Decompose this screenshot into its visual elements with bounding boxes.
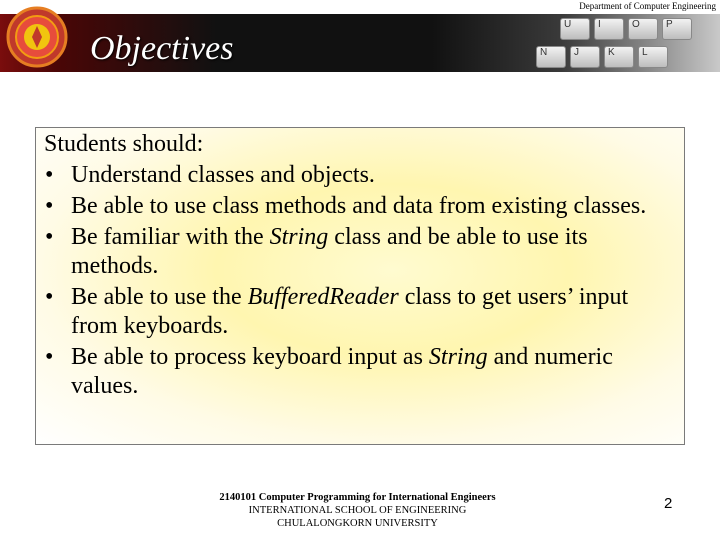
item-text: Understand classes and objects. <box>71 162 375 188</box>
objectives-list <box>44 161 680 403</box>
keyboard-key: K <box>604 46 634 68</box>
intro-text: Students should: <box>44 131 204 157</box>
slide-title: Objectives <box>90 30 234 67</box>
page-number: 2 <box>664 495 673 512</box>
keyboard-image <box>520 16 720 72</box>
list-item <box>44 343 680 401</box>
item-text: class and be able to use its methods. <box>71 224 588 279</box>
slide-footer <box>185 491 530 530</box>
bullet-icon: • <box>45 344 54 370</box>
bullet-icon: • <box>45 193 54 219</box>
item-text: Be familiar with the <box>71 224 270 250</box>
keyboard-key: N <box>536 46 566 68</box>
university-emblem-icon <box>6 6 68 68</box>
item-text: class to get users’ input from keyboards. <box>71 284 629 339</box>
item-emphasis: String <box>269 224 329 250</box>
list-item <box>44 283 680 341</box>
bullet-icon: • <box>45 284 54 310</box>
department-label: Department of Computer Engineering <box>579 1 716 11</box>
item-text: Be able to use class methods and data from existing classes. <box>71 193 647 219</box>
list-item <box>44 192 680 221</box>
keyboard-key: O <box>628 18 658 40</box>
keyboard-key: J <box>570 46 600 68</box>
list-item <box>44 161 680 190</box>
school-name: INTERNATIONAL SCHOOL OF ENGINEERING <box>248 505 467 516</box>
item-text: Be able to use the <box>71 284 248 310</box>
keyboard-key: U <box>560 18 590 40</box>
objectives-box <box>35 127 685 445</box>
department-bar <box>0 0 720 14</box>
item-emphasis: BufferedReader <box>247 284 399 310</box>
keyboard-key: L <box>638 46 668 68</box>
keyboard-key: P <box>662 18 692 40</box>
course-title: 2140101 Computer Programming for International Engineers <box>219 492 496 503</box>
university-name: CHULALONGKORN UNIVERSITY <box>277 518 438 529</box>
bullet-icon: • <box>45 224 54 250</box>
slide-header <box>0 0 720 72</box>
list-item <box>44 223 680 281</box>
item-emphasis: String <box>428 344 488 370</box>
item-text: and numeric values. <box>71 344 613 399</box>
item-text: Be able to process keyboard input as <box>71 344 429 370</box>
bullet-icon: • <box>45 162 54 188</box>
keyboard-key: I <box>594 18 624 40</box>
